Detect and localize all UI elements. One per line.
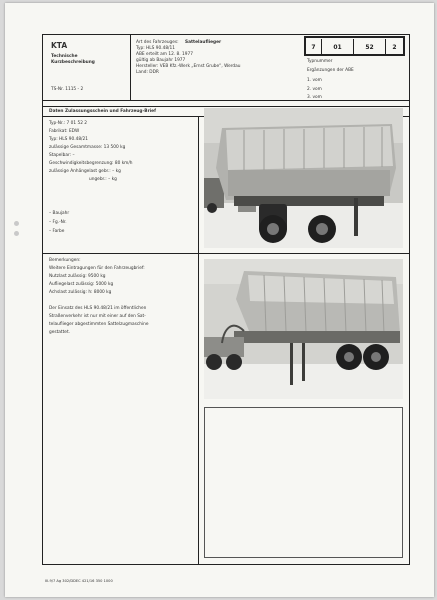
data-line: Fabrikat: EDW xyxy=(49,129,80,134)
trailer-photo-rear xyxy=(204,108,403,248)
manufacturer-line: Hersteller: VEB Kfz.-Werk „Ernst Grube“, Werdau xyxy=(136,64,241,69)
ts-number: TS-Nr. 1115 - 2 xyxy=(51,87,84,92)
remarks-paragraph-line: gestattet. xyxy=(49,330,70,335)
data-line: zulässige Anhängelast gebr.: – kg xyxy=(49,169,121,174)
document-page xyxy=(5,3,434,597)
remarks-title: Bemerkungen: xyxy=(49,258,81,263)
top-frame-line xyxy=(42,34,409,35)
section1-title: Daten Zulassungsschein und Fahrzeug-Brief xyxy=(49,109,156,114)
type-number-cell: 52 xyxy=(354,39,386,55)
punch-hole xyxy=(14,221,19,226)
right-frame-line xyxy=(409,34,410,564)
extra-line: – Fg.-Nr. xyxy=(49,220,67,225)
remarks-line: Nutzlast zulässig: 9500 kg xyxy=(49,274,106,279)
data-line: Typ-Nr.: 7 01 52 2 xyxy=(49,121,88,126)
left-frame-line xyxy=(42,34,43,564)
vehicle-type-label: Art des Fahrzeuges: xyxy=(136,40,179,45)
remarks-line: Achslast zulässig: h: 8000 kg xyxy=(49,290,112,295)
abe-addition-line: 2. vom xyxy=(307,87,322,92)
extra-line: – Baujahr xyxy=(49,211,70,216)
abe-line: ABE erteilt am 12. 8. 1977 xyxy=(136,52,193,57)
footer-print-code: III-9/7 Ag 302/DDEC 421/16 350 1000 xyxy=(45,579,113,583)
vehicle-type-value: Sattelauflieger xyxy=(185,40,222,45)
abe-additions-title: Ergänzungen der ABE xyxy=(307,68,354,73)
type-number-cell: 2 xyxy=(392,43,397,51)
bottom-frame-line xyxy=(42,564,410,565)
remarks-paragraph-line: Der Einsatz des HLS 90.48/21 im öffentlichen xyxy=(49,306,147,311)
trailer-photo-rear-image xyxy=(204,108,403,248)
remarks-paragraph-line: telauflieger abgestimmten Sattelzugmaschine xyxy=(49,322,149,327)
country-line: Land: DDR xyxy=(136,70,159,75)
doc-type-line1: Technische xyxy=(51,54,78,59)
type-number-label: Typnummer xyxy=(307,59,333,64)
doc-type-line2: Kurzbeschreibung xyxy=(51,60,95,65)
remarks-paragraph-line: Straßenverkehr ist nur mit einer auf den Sat- xyxy=(49,314,146,319)
data-line: Typ: HLS 90.48/21 xyxy=(49,137,88,142)
empty-photo-slot xyxy=(204,407,403,558)
section1-top-line xyxy=(42,106,410,107)
section2-top-line xyxy=(42,253,410,254)
type-number-box xyxy=(304,36,405,56)
data-line: zulässige Gesamtmasse: 13 500 kg xyxy=(49,145,126,150)
type-number-cell: 7 xyxy=(306,39,322,55)
column-divider xyxy=(198,116,199,564)
type-line: Typ: HLS 90.48/11 xyxy=(136,46,175,51)
org-name: KTA xyxy=(51,41,68,50)
header-divider xyxy=(130,34,131,100)
data-line: ungebr.: – kg xyxy=(89,177,117,182)
remarks-line: Weitere Eintragungen für den Fahrzeugbrief: xyxy=(49,266,145,271)
remarks-line: Aufliegelast zulässig: 5000 kg xyxy=(49,282,114,287)
data-line: Stapelbar: – xyxy=(49,153,75,158)
header-bottom-line xyxy=(42,100,410,101)
data-line: Geschwindigkeitsbegrenzung: 80 km/h xyxy=(49,161,133,166)
trailer-photo-side xyxy=(204,259,403,399)
abe-addition-line: 3. vom xyxy=(307,95,322,100)
valid-line: gültig ab Baujahr 1977 xyxy=(136,58,186,63)
trailer-photo-side-image xyxy=(204,259,403,399)
abe-addition-line: 1. vom xyxy=(307,78,322,83)
type-number-cell: 01 xyxy=(322,39,354,55)
punch-hole xyxy=(14,231,19,236)
extra-line: – Farbe xyxy=(49,229,65,234)
